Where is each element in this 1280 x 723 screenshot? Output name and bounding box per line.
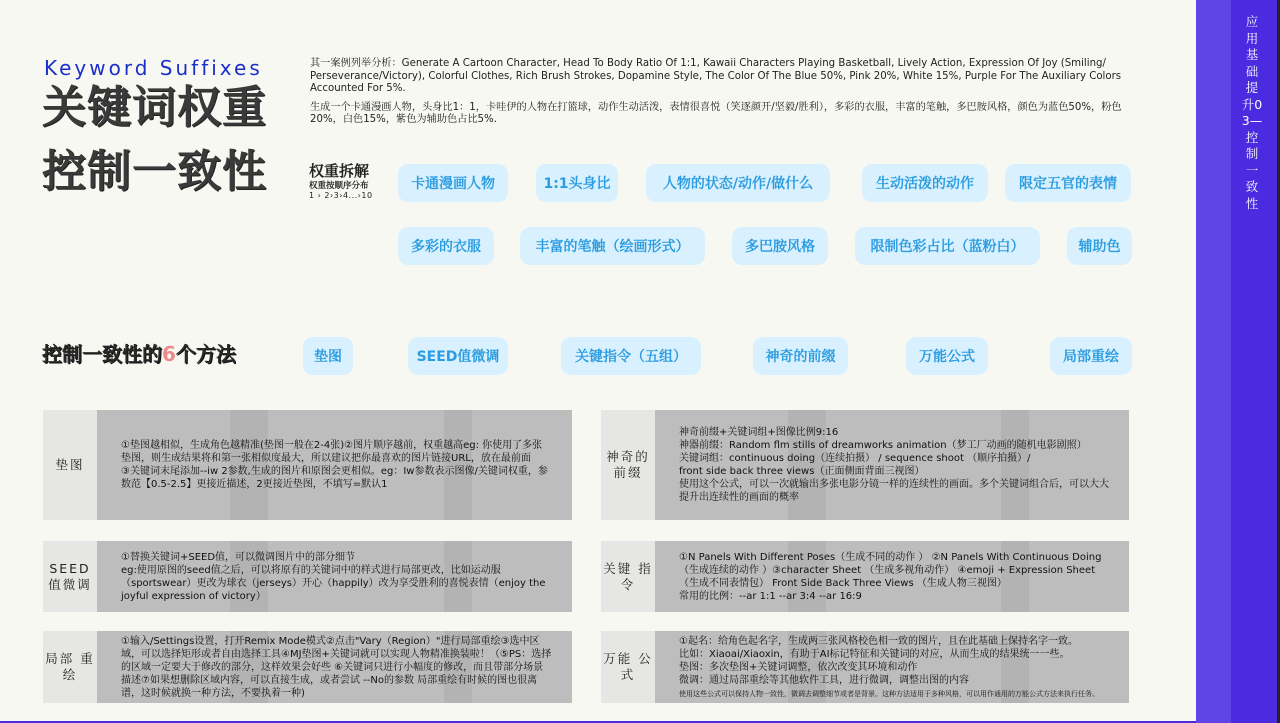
intro-english: 其一案例列举分析：Generate A Cartoon Character, Head To Body Ratio Of 1:1, Kawaii Characters Playing Basketball, Lively Action, Expression Of Joy (Smiling/ Perseverance/Victory), Colorful Clothes, Rich Brush Strokes, Dopamine Style, The Color Of The Blue 50%, Pink 20%, White 15%, Purple For The Auxiliary Colors Accounted For 5%. <box>310 58 1122 95</box>
keyword-tag: 丰富的笔触（绘画形式） <box>520 227 705 265</box>
card-footnote: 使用这些公式可以保持人物一致性，微调去调整细节或者是背景。这种方法适用于多种风格，可以用作通用的万能公式方法来执行任务。 <box>679 690 1099 698</box>
methods-heading-number: 6 <box>162 342 176 366</box>
method-card-key-commands <box>601 541 1129 612</box>
card-body <box>655 410 1129 520</box>
card-line: 微调：通过局部重绘等其他软件工具，进行微调，调整出图的内容 <box>679 675 969 686</box>
card-label: 局部 重绘 <box>43 631 97 703</box>
card-line: 常用的比例：--ar 1:1 --ar 3:4 --ar 16:9 <box>679 590 862 602</box>
card-line: 神奇前缀+关键词组+图像比例9:16 <box>679 427 839 438</box>
card-line: 比如：Xiaoai/Xiaoxin，有助于AI标记特征和关键词的对应，从而生成的结果统一一些。 <box>679 649 1070 660</box>
weight-breakdown-subtitle: 权重按顺序分布 <box>309 181 369 191</box>
card-label: 关键 指令 <box>601 541 655 612</box>
keyword-tag: 辅助色 <box>1067 227 1132 265</box>
card-label: 垫图 <box>43 410 97 520</box>
method-tag: 关键指令（五组） <box>561 337 701 375</box>
method-card-seed <box>43 541 572 612</box>
card-line: ①起名：给角色起名字，生成两三张风格校色相一致的图片，且在此基础上保持名字一致。 <box>679 636 1078 647</box>
page-title-line2: 控制一致性 <box>42 146 267 197</box>
method-tag: 局部重绘 <box>1050 337 1132 375</box>
keyword-tag: 生动活泼的动作 <box>862 164 988 202</box>
method-card-local-redraw <box>43 631 572 703</box>
method-tag: 万能公式 <box>906 337 988 375</box>
keyword-tag: 卡通漫画人物 <box>398 164 508 202</box>
card-label: 神奇的 前缀 <box>601 410 655 520</box>
keyword-tag: 人物的状态/动作/做什么 <box>646 164 830 202</box>
weight-breakdown-order: 1 › 2›3›4...›10 <box>309 190 373 200</box>
card-line: 神器前缀：Random flm stills of dreamworks animation（梦工厂动画的随机电影剧照） <box>679 440 1087 451</box>
weight-breakdown-label <box>309 164 373 200</box>
card-line: ①替换关键词+SEED值，可以微调图片中的部分细节 <box>121 551 356 563</box>
method-card-universal-formula <box>601 631 1129 703</box>
keyword-tag: 限定五官的表情 <box>1005 164 1131 202</box>
weight-breakdown-title: 权重拆解 <box>309 162 370 180</box>
method-tag: 神奇的前缀 <box>753 337 848 375</box>
keyword-tag: 多彩的衣服 <box>398 227 494 265</box>
sidebar-vertical-title: 应用基础提升03—控制一致性 <box>1241 14 1263 211</box>
card-body <box>655 541 1129 612</box>
card-line: 关键词组：continuous doing（连续拍摄） / sequence shoot （顺序拍摄）/ <box>679 453 1031 464</box>
card-line: ①输入/Settings设置，打开Remix Mode模式②点击"Vary（Region）"进行局部重绘③选中区域，可以选择矩形或者自由选择工具④MJ垫图+关键词就可以实现人物精准换装啦！（⑤PS：选择的区域一定要大于修改的部分，这样效果会好些 ⑥关键词只进行小幅度的修改，而且带部分场景描述⑦如果想删除区域内容，可以直接生成，或者尝试 --No的参数 局部重绘有时候的图也很离谱，这时候就换一种方法，不要执着一种) <box>121 635 552 699</box>
card-line: 使用这个公式，可以一次就输出多张电影分镜一样的连续性的画面。多个关键词组合后，可以大大提升出连续性的画面的概率 <box>679 479 1109 503</box>
card-body <box>655 631 1129 703</box>
card-line: ③关键词末尾添加--iw 2参数,生成的图片和原图会更相似。eg：Iw参数表示图像/关键词权重，参数范【0.5-2.5】更接近描述，2更接近垫图，不填写=默认1 <box>121 466 548 490</box>
methods-heading-prefix: 控制一致性的 <box>42 342 162 366</box>
methods-heading <box>42 338 236 367</box>
card-label: 万能 公式 <box>601 631 655 703</box>
card-line: 垫图：多次垫图+关键词调整，依次改变其环境和动作 <box>679 662 918 673</box>
sidebar-light-band <box>1196 0 1231 723</box>
keyword-tag: 多巴胺风格 <box>732 227 828 265</box>
right-sidebar <box>1196 0 1280 723</box>
card-line: front side back three views（正面侧面背面三视图） <box>679 466 925 477</box>
card-line: ①垫图越相似，生成角色越精准(垫图一般在2-4张)②图片顺序越前，权重越高eg: 你使用了多张垫图，则生成结果将和第一张相似度最大，所以建议把你最喜欢的图片链接URL，放在最前面 <box>121 440 543 464</box>
card-body <box>97 631 572 703</box>
card-body <box>97 541 572 612</box>
method-card-dianitu <box>43 410 572 520</box>
method-tag: SEED值微调 <box>408 337 508 375</box>
keyword-tag: 限制色彩占比（蓝粉白） <box>855 227 1040 265</box>
subtitle-english: Keyword Suffixes <box>44 56 263 80</box>
methods-heading-suffix: 个方法 <box>175 342 236 366</box>
page-title-line1: 关键词权重 <box>42 82 267 133</box>
method-tag: 垫图 <box>303 337 353 375</box>
card-line: eg:使用原图的seed值之后，可以将原有的关键词中的样式进行局部更改，比如运动服（sportswear）更改为球衣（jerseys）开心（happily）改为享受胜利的喜悦表情（enjoy the joyful expression of victory） <box>121 564 546 602</box>
method-card-magic-prefix <box>601 410 1129 520</box>
keyword-tag: 1:1头身比 <box>536 164 618 202</box>
intro-chinese: 生成一个卡通漫画人物，头身比1：1，卡哇伊的人物在打篮球，动作生动活泼，表情很喜悦（笑逐颜开/坚毅/胜利），多彩的衣服，丰富的笔触，多巴胺风格，颜色为蓝色50%，粉色20%，白色15%，紫色为辅助色占比5%. <box>310 101 1122 126</box>
card-label: SEED 值微调 <box>43 541 97 612</box>
intro-paragraphs <box>310 58 1130 133</box>
card-line: ①N Panels With Different Poses（生成不同的动作 ） ②N Panels With Continuous Doing （生成连续的动作 ）③character Sheet （生成多视角动作） ④emoji + Expression Sheet（生成不同表情包） Front Side Back Three Views （生成人物三视图） <box>679 551 1102 589</box>
card-body <box>97 410 572 520</box>
